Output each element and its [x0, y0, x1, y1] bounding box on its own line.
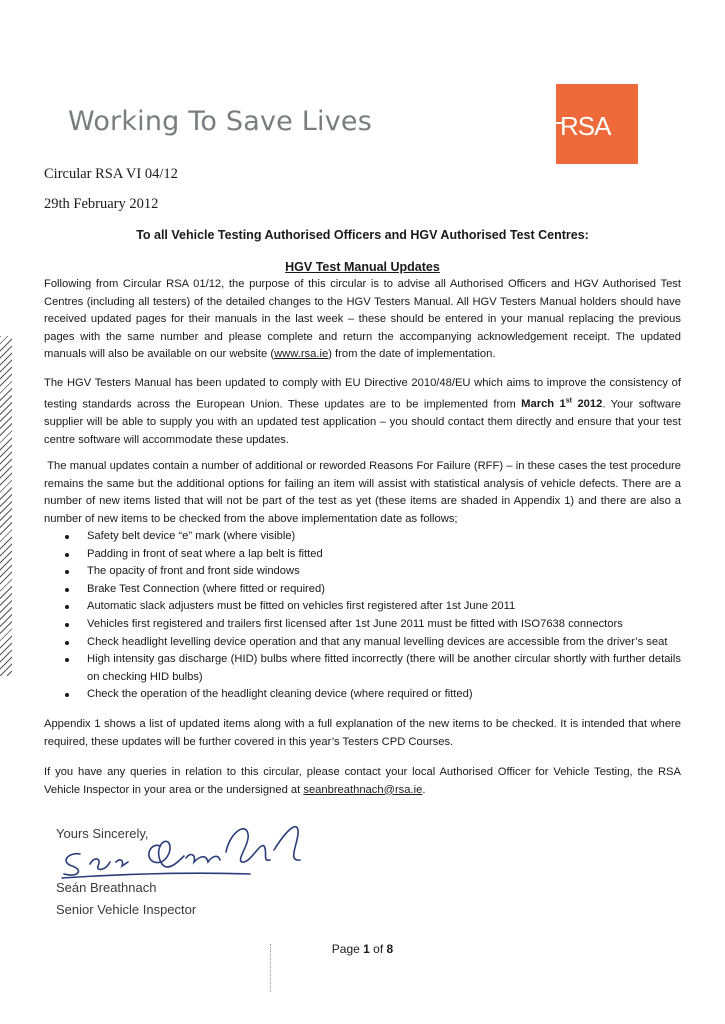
addressee-heading: To all Vehicle Testing Authorised Officers and HGV Authorised Test Centres:: [136, 228, 589, 242]
rsa-logo-text: RSA: [560, 111, 611, 141]
paragraph-5: If you have any queries in relation to this circular, please contact your local Authorised Officer for Vehicle Testing, the RSA Vehicle Inspector in your area or the undersigned at seanbreathnach@rsa.ie.: [44, 766, 681, 796]
circular-reference: Circular RSA VI 04/12: [44, 166, 178, 182]
tagline: Working To Save Lives: [68, 106, 372, 137]
paragraph-1: Following from Circular RSA 01/12, the purpose of this circular is to advise all Authorised Officers and HGV Authorised Test Centres (including all testers) of the detailed changes to the HGV Testers Manual. All HGV Testers Manual holders should have received updated pages for their manuals in the last week – these should be entered in your manual replacing the previous pages with the same number and please complete and return the accompanying acknowledgement receipt. The updated manuals will also be available on our website (www.rsa.ie) from the date of implementation.: [44, 278, 681, 361]
paragraph-4: Appendix 1 shows a list of updated items along with a full explanation of the new items to be checked. It is intended that where required, these updates will be further covered in this year’s Testers CPD Courses.: [44, 718, 681, 748]
list-item: Vehicles first registered and trailers first licensed after 1st June 2011 must be fitted with ISO7638 connectors: [44, 616, 681, 634]
list-item: Safety belt device “e” mark (where visible): [44, 528, 681, 546]
paragraph-3: The manual updates contain a number of additional or reworded Reasons For Failure (RFF) – in these cases the test procedure remains the same but the additional options for failing an item will assist with statistical analysis of vehicle defects. There are a number of new items listed that will not be part of the test as yet (these items are shaded in Appendix 1) and there are also a number of new items to be checked from the above implementation date as follows;: [44, 460, 685, 525]
list-item: High intensity gas discharge (HID) bulbs where fitted incorrectly (there will be another circular shortly with further details on checking HID bulbs): [44, 651, 681, 686]
rsa-logo: [556, 84, 638, 164]
list-item: Check headlight levelling device operation and that any manual levelling devices are accessible from the driver’s seat: [44, 634, 681, 652]
signer-title: Senior Vehicle Inspector: [56, 902, 197, 917]
list-item: Check the operation of the headlight cleaning device (where required or fitted): [44, 686, 681, 704]
paragraph-2: The HGV Testers Manual has been updated to comply with EU Directive 2010/48/EU which aims to improve the consistency of testing standards across the European Union. These updates are to be implemented from March 1st 2012. Your software supplier will be able to supply you with an updated test application – you should contact them directly and ensure that your test centre software will accommodate these updates.: [44, 377, 682, 446]
signer-name: Seán Breathnach: [56, 880, 157, 895]
implementation-date: March 1st 2012: [521, 397, 603, 411]
subject-heading: HGV Test Manual Updates: [285, 260, 440, 274]
list-item: Automatic slack adjusters must be fitted on vehicles first registered after 1st June 2011: [44, 598, 681, 616]
binding-hatch-decoration: [0, 336, 12, 676]
circular-date: 29th February 2012: [44, 196, 159, 212]
email-link[interactable]: seanbreathnach@rsa.ie: [303, 783, 423, 796]
website-link[interactable]: www.rsa.ie: [274, 348, 329, 361]
list-item: Padding in front of seat where a lap belt is fitted: [44, 546, 681, 564]
signoff: Yours Sincerely,: [56, 826, 149, 841]
list-item: The opacity of front and front side windows: [44, 563, 681, 581]
page-number: Page 1 of 8: [331, 942, 394, 956]
list-item: Brake Test Connection (where fitted or required): [44, 581, 681, 599]
new-items-list: [44, 528, 681, 704]
